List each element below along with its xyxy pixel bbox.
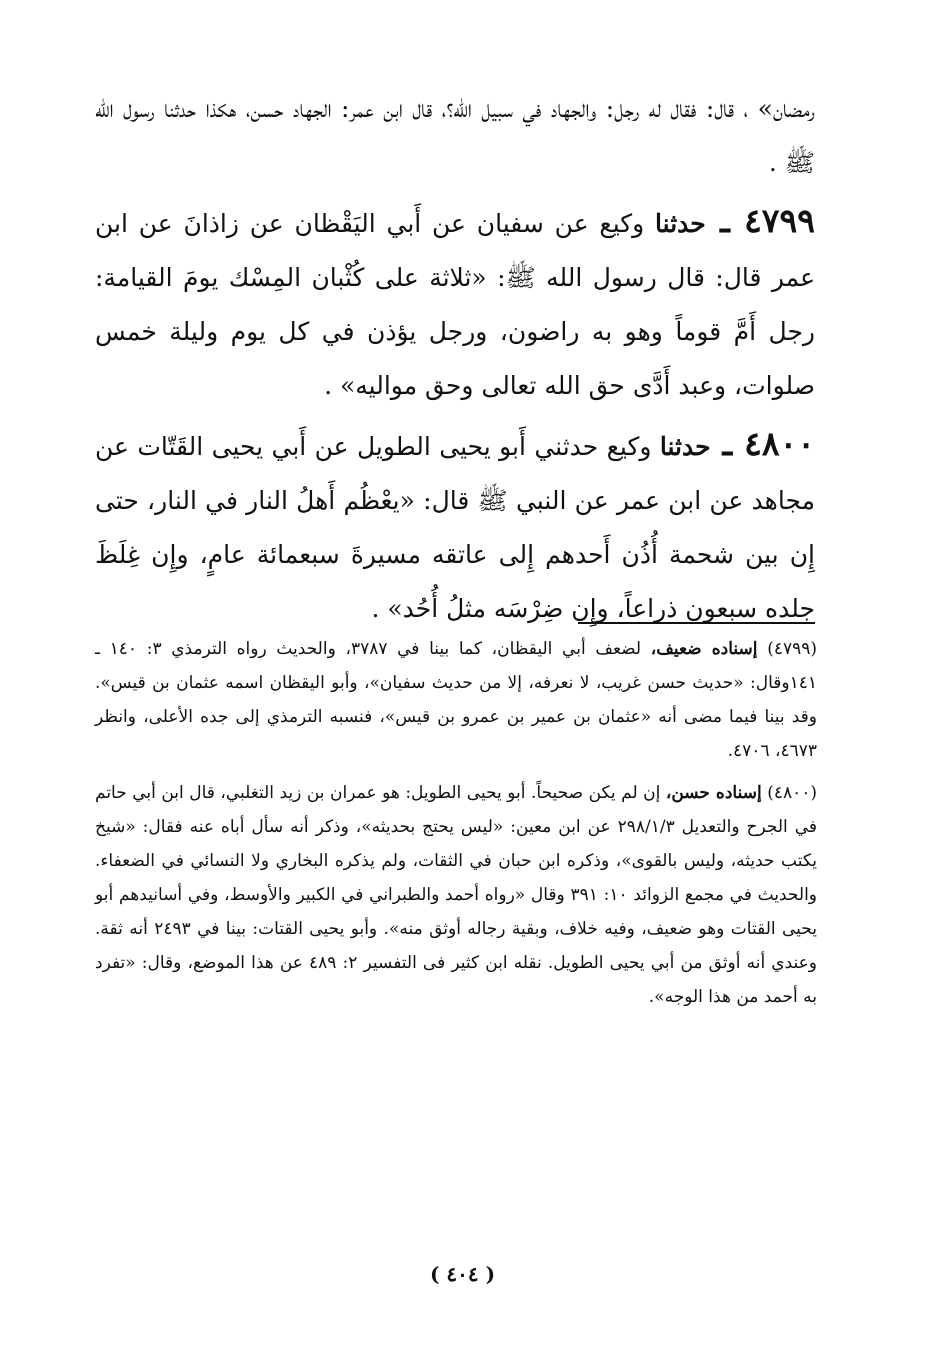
- footnote-4799: [95, 632, 817, 768]
- footnote-label: (٤٧٩٩): [767, 639, 817, 659]
- intro-paragraph: رمضان» ، قال: فقال له رجل: والجهاد في سبيل الله؟، قال ابن عمر: الجهاد حسن، هكذا حدثنا رسول الله ﷺ .: [95, 94, 815, 177]
- hadith-dash: ـ: [705, 201, 745, 240]
- main-text: [95, 82, 815, 638]
- hadith-opening: حدثنا: [655, 209, 706, 238]
- hadith-4800: [95, 417, 815, 636]
- footnote-grade: إسناده حسن،: [665, 783, 762, 803]
- footnotes: [95, 632, 817, 1022]
- hadith-number: ٤٧٩٩: [744, 201, 815, 240]
- footnote-divider: [578, 622, 815, 624]
- hadith-number: ٤٨٠٠: [744, 424, 815, 463]
- hadith-opening: حدثنا: [659, 432, 711, 461]
- hadith-4799: [95, 194, 815, 413]
- footnote-4800: [95, 776, 817, 1014]
- footnote-grade: إسناده ضعيف،: [650, 639, 758, 659]
- footnote-label: (٤٨٠٠): [767, 783, 818, 803]
- footnote-text: لضعف أبي اليقظان، كما بينا في ٣٧٨٧، والحديث رواه الترمذي ٣: ١٤٠ ـ ١٤١وقال: «حديث حسن غريب، لا نعرفه، إلا من حديث سفيان»، وأبو اليقظان اسمه عثمان بن قيس». وقد بينا فيما مضى أنه «عثمان بن عمير بن عمرو بن قيس»، فنسبه الترمذي إلى جده الأعلى، وانظر ٤٦٧٣، ٤٧٠٦.: [95, 639, 817, 761]
- hadith-text: وكيع حدثني أَبو يحيى الطويل عن أَبي يحيى القَتّات عن مجاهد عن ابن عمر عن النبي ﷺ قال: «يعْظُم أَهلُ النار في النار، حتى إِن بين شحمة أُذُن أَحدهم إِلى عاتقه مسيرةَ سبعمائة عامٍ، وإِن غِلَظَ جلده سبعون ذراعاً، وإِن ضِرْسَه مثلُ أُحُد» .: [95, 432, 815, 623]
- hadith-text: وكيع عن سفيان عن أَبي اليَقْظان عن زاذانَ عن ابن عمر قال: قال رسول الله ﷺ: «ثلاثة على كُثْبان المِسْك يومَ القيامة: رجل أَمَّ قوماً وهو به راضون، ورجل يؤذن في كل يوم وليلة خمس صلوات، وعبد أَدَّى حق الله تعالى وحق مواليه» .: [95, 209, 815, 400]
- hadith-dash: ـ: [710, 424, 745, 463]
- page-number: ( ٤٠٤ ): [429, 1262, 496, 1286]
- footnote-text: إن لم يكن صحيحاً. أبو يحيى الطويل: هو عمران بن زيد التغلبي، قال ابن أبي حاتم في الجرح والتعديل ٢٩٨/١/٣ عن ابن معين: «ليس يحتج بحديثه»، وذكر أنه سأل أباه عنه فقال: «شيخ يكتب حديثه، وليس بالقوى»، وذكره ابن حبان في الثقات، ولم يذكره البخاري ولا النسائي في الضعفاء. والحديث في مجمع الزوائد ١٠: ٣٩١ وقال «رواه أحمد والطبراني في الكبير والأوسط، وفي أسانيدهم أبو يحيى القتات وهو ضعيف، وفيه خلاف، وبقية رجاله أوثق منه». وأبو يحيى القتات: بينا في ٢٤٩٣ أنه ثقة. وعندي أنه أوثق من أبي يحيى الطويل. نقله ابن كثير فى التفسير ٢: ٤٨٩ عن هذا الموضع، وقال: «تفرد به أحمد من هذا الوجه».: [95, 783, 818, 1007]
